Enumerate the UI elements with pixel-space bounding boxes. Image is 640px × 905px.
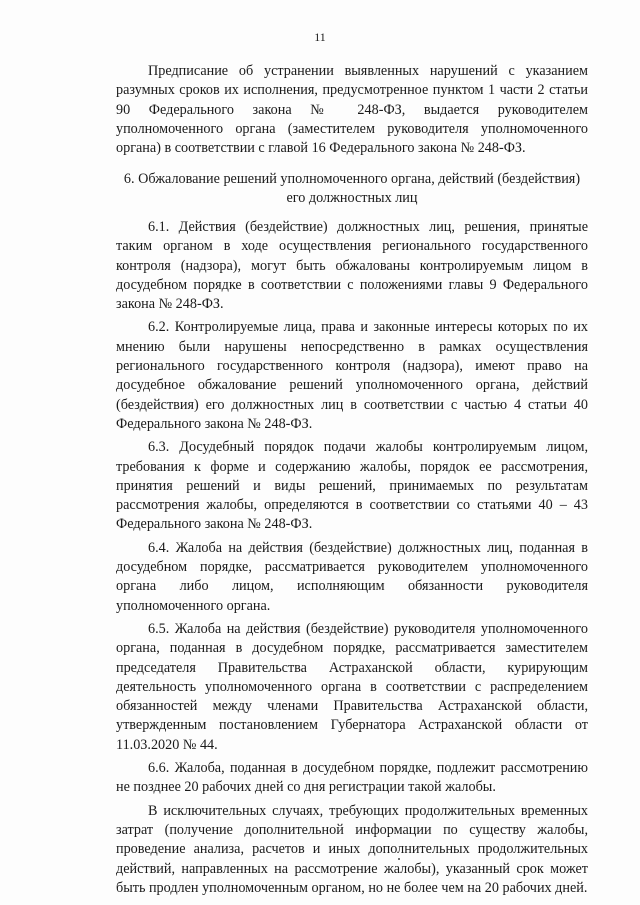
- section-heading: 6. Обжалование решений уполномоченного органа, действий (бездействия) его должностных лиц: [123, 171, 581, 206]
- intro-block: [116, 62, 588, 158]
- paragraph-6-6: 6.6. Жалоба, поданная в досудебном порядке, подлежит рассмотрению не позднее 20 рабочих дней со дня регистрации такой жалобы.: [116, 760, 588, 796]
- paragraph-exceptional-cases: В исключительных случаях, требующих продолжительных временных затрат (получение дополнительной информации по существу жалобы, проведение анализа, расчетов и иных дополнительных продолжительных действий, направленных на рассмотрение жалобы), указанный срок может быть продлен уполномоченным органом, но не более чем на 20 рабочих дней.: [116, 802, 588, 896]
- paragraph-6-5: 6.5. Жалоба на действия (бездействие) руководителя уполномоченного органа, поданная в досудебном порядке, рассматривается заместителем председателя Правительства Астраханской области, курирующим деятельность уполномоченного органа в соответствии с распределением обязанностей между членами Правительства Астраханской области, утвержденным постановлением Губернатора Астраханской области от 11.03.2020 № 44.: [116, 620, 588, 753]
- paragraph-6-3: 6.3. Досудебный порядок подачи жалобы контролируемым лицом, требования к форме и содержанию жалобы, порядок ее рассмотрения, принятия решений и виды решений, принимаемых по результатам рассмотрения жалобы, определяются в соответствии со статьями 40 – 43 Федерального закона № 248-ФЗ.: [116, 439, 588, 533]
- paragraph-6-1: 6.1. Действия (бездействие) должностных лиц, решения, принятые таким органом в ходе осуществления регионального государственного контроля (надзора), могут быть обжалованы контролируемым лицом в досудебном порядке в соответствии с положениями главы 9 Федерального закона № 248-ФЗ.: [116, 219, 588, 313]
- intro-paragraph: Предписание об устранении выявленных нарушений с указанием разумных сроков их исполнения, предусмотренное пунктом 1 части 2 статьи 90 Федерального закона № 248-ФЗ, выдается руководителем уполномоченного органа (заместителем руководителя уполномоченного органа) в соответствии с главой 16 Федерального закона № 248-ФЗ.: [116, 63, 588, 157]
- paragraph-6-2: 6.2. Контролируемые лица, права и законные интересы которых по их мнению были нарушены непосредственно в рамках осуществления регионального государственного контроля (надзора), имеют право на досудебное обжалование решений уполномоченного органа, действий (бездействия) его должностных лиц в соответствии с частью 4 статьи 40 Федерального закона № 248-ФЗ.: [116, 319, 588, 432]
- paragraph-6-4: 6.4. Жалоба на действия (бездействие) должностных лиц, поданная в досудебном порядке, рассматривается руководителем уполномоченного органа либо лицом, исполняющим обязанности руководителя уполномоченного органа.: [116, 539, 588, 614]
- page-number: 11: [314, 30, 326, 44]
- scan-speck: [398, 858, 400, 860]
- section-body: [116, 218, 588, 902]
